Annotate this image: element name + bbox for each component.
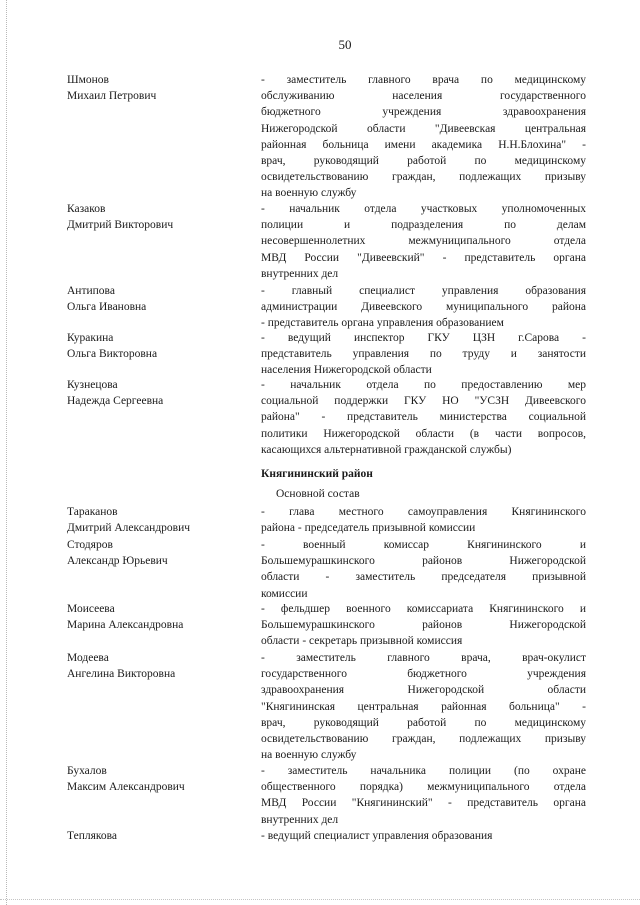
member-role-line: обслуживанию населения государственного	[261, 90, 586, 103]
member-role-line: освидетельствованию граждан, подлежащих призыву	[261, 171, 586, 184]
section-subtitle: Основной состав	[276, 488, 360, 500]
member-role-line: Нижегородской области "Дивеевская центральная	[261, 122, 586, 135]
member-role-line: Большемурашкинского районов Нижегородской	[261, 555, 586, 568]
member-role	[261, 537, 586, 602]
member-role-line: комиссии	[261, 587, 308, 600]
member-name	[67, 763, 257, 795]
member-name-line: Ольга Ивановна	[67, 301, 147, 314]
member-name-line: Бухалов	[67, 765, 107, 777]
member-name-line: Марина Александровна	[67, 619, 184, 632]
member-name-line: Дмитрий Александрович	[67, 522, 191, 535]
member-name-line: Теплякова	[67, 830, 118, 842]
member-role-line: - фельдшер военного комиссариата Княгининского и	[261, 603, 586, 615]
member-role-line: - ведущий инспектор ГКУ ЦЗН г.Сарова -	[261, 332, 586, 344]
member-role	[261, 828, 586, 844]
scan-edge-left	[6, 0, 7, 905]
member-role-line: представитель управления по труду и занятости	[261, 348, 586, 361]
member-role-line: - военный комиссар Княгининского и	[261, 539, 586, 551]
member-role-line: - заместитель начальника полиции (по охране	[261, 765, 586, 777]
member-name-line: Модеева	[67, 652, 109, 664]
member-role-line: на военную службу	[261, 187, 357, 200]
member-name	[67, 201, 257, 233]
member-role	[261, 283, 586, 332]
member-role	[261, 330, 586, 379]
member-name-line: Дмитрий Викторович	[67, 219, 174, 232]
member-name-line: Тараканов	[67, 506, 118, 518]
member-role	[261, 377, 586, 458]
member-name-line: Александр Юрьевич	[67, 555, 168, 568]
member-name-line: Шмонов	[67, 74, 109, 86]
member-role-line: - глава местного самоуправления Княгининского	[261, 506, 586, 518]
member-role-line: - ведущий специалист управления образования	[261, 830, 493, 842]
member-role-line: - представитель органа управления образованием	[261, 317, 504, 330]
member-role	[261, 504, 586, 536]
member-name-line: Казаков	[67, 203, 106, 215]
member-role-line: социальной поддержки ГКУ НО "УСЗН Дивеевского	[261, 395, 586, 408]
member-role-line: врач, руководящий работой по медицинскому	[261, 716, 586, 729]
member-name-line: Михаил Петрович	[67, 90, 157, 103]
member-name-line: Ольга Викторовна	[67, 348, 158, 361]
member-role-line: населения Нижегородской области	[261, 364, 432, 377]
member-role-line: Большемурашкинского районов Нижегородской	[261, 619, 586, 632]
member-role-line: здравоохранения Нижегородской области	[261, 684, 586, 697]
member-role-line: района - председатель призывной комиссии	[261, 522, 476, 535]
member-role-line: - начальник отдела по предоставлению мер	[261, 379, 586, 391]
member-role-line: внутренних дел	[261, 813, 339, 826]
member-role-line: - начальник отдела участковых уполномоченных	[261, 203, 586, 215]
member-role-line: внутренних дел	[261, 267, 339, 280]
member-role-line: освидетельствованию граждан, подлежащих призыву	[261, 733, 586, 746]
member-role-line: области - секретарь призывной комиссия	[261, 635, 463, 648]
member-name	[67, 72, 257, 104]
member-role-line: "Княгининская центральная районная больница" -	[261, 700, 586, 713]
member-name	[67, 330, 257, 362]
member-role-line: - заместитель главного врача, врач-окулист	[261, 652, 586, 664]
member-role-line: - главный специалист управления образования	[261, 285, 586, 297]
member-name	[67, 537, 257, 569]
member-role	[261, 201, 586, 282]
member-role-line: политики Нижегородской области (в части вопросов,	[261, 427, 586, 440]
member-role-line: полиции и подразделения по делам	[261, 219, 586, 232]
page-number: 50	[338, 37, 352, 52]
member-role	[261, 763, 586, 828]
member-role	[261, 650, 586, 763]
member-name	[67, 601, 257, 633]
member-role-line: общественного порядка) межмуниципального отдела	[261, 781, 586, 794]
member-role-line: МВД России "Дивеевский" - представитель органа	[261, 251, 586, 264]
member-role-line: - заместитель главного врача по медицинскому	[261, 74, 586, 86]
member-name	[67, 650, 257, 682]
member-role-line: области - заместитель председателя призывной	[261, 571, 586, 584]
member-role-line: государственного бюджетного учреждения	[261, 668, 586, 681]
member-name-line: Максим Александрович	[67, 781, 185, 794]
member-name-line: Стодяров	[67, 539, 113, 551]
member-role	[261, 601, 586, 650]
member-role-line: несовершеннолетних межмуниципального отдела	[261, 235, 586, 248]
member-name-line: Ангелина Викторовна	[67, 668, 176, 681]
member-name	[67, 828, 257, 844]
member-role-line: на военную службу	[261, 749, 357, 762]
section-title: Княгининский район	[261, 468, 373, 480]
member-name	[67, 283, 257, 315]
member-name-line: Моисеева	[67, 603, 115, 615]
member-role-line: МВД России "Княгининский" - представитель органа	[261, 797, 586, 810]
member-role-line: района" - представитель министерства социальной	[261, 411, 586, 424]
member-name-line: Надежда Сергеевна	[67, 395, 164, 408]
member-role-line: администрации Дивеевского муниципального района	[261, 301, 586, 314]
member-name-line: Куракина	[67, 332, 114, 344]
member-role-line: бюджетного учреждения здравоохранения	[261, 106, 586, 119]
member-role	[261, 72, 586, 202]
member-name-line: Кузнецова	[67, 379, 118, 391]
member-role-line: районная больница имени академика Н.Н.Блохина" -	[261, 138, 586, 151]
member-name	[67, 377, 257, 409]
member-name-line: Антипова	[67, 285, 115, 297]
scan-edge-bottom	[0, 899, 640, 900]
member-name	[67, 504, 257, 536]
member-role-line: врач, руководящий работой по медицинскому	[261, 155, 586, 168]
member-role-line: касающихся альтернативной гражданской службы)	[261, 443, 512, 456]
